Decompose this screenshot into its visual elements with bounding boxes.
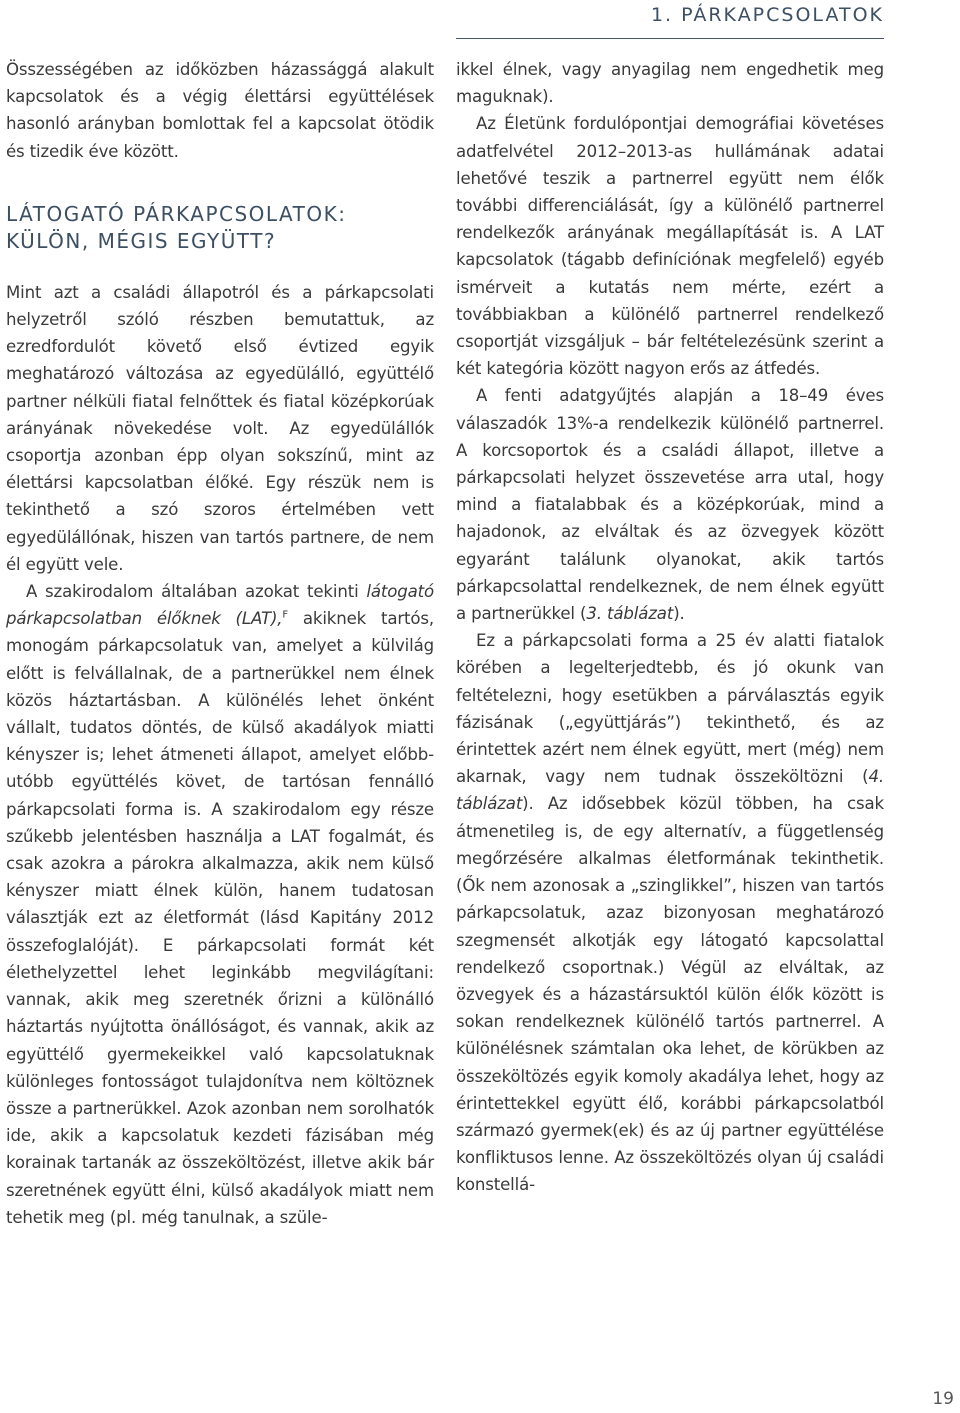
lat-term: látogató párkapcsolatban élőknek (LAT), (6, 582, 434, 629)
right-column (456, 56, 884, 1199)
left-paragraph-1: Mint azt a családi állapotról és a párkapcsolati helyzetről szóló részben bemutattuk, az ezredfordulót követő első évtized egyik meghatározó változása az egyedülálló, együttélő partner nélküli fiatal felnőttek és fiatal középkorúak arányának növekedése volt. Az egyedülállók csoportja azonban épp olyan sokszínű, mint az élettársi kapcsolatban élőké. Egy részük nem is tekinthető a szó szoros értelmében vett egyedülállónak, hiszen van tartós partnere, de nem él együtt vele. (6, 282, 434, 574)
right-paragraph-3-start: Ez a párkapcsolati forma a 25 év alatti fiatalok körében a legelterjedtebb, és jó okunk van feltételezni, hogy esetükben a párválasztás egyik fázisának („együttjárás”) tekinthető, és az érintettek azért nem élnek együtt, mert (még) nem akarnak, vagy nem tudnak összeköltözni ( (456, 631, 884, 787)
header-rule (456, 38, 884, 39)
section-heading-line-2: KÜLÖN, MÉGIS EGYÜTT? (6, 228, 277, 253)
page-number: 19 (932, 1389, 954, 1409)
right-paragraph-3-rest: ). Az idősebbek közül többen, ha csak átmenetileg is, de egy alternatív, a függetlenség megőrzésére alkalmas életformának tekinthetik. (Ők nem azonosak a „szinglikkel”, hiszen van tartós párkapcsolatuk, azaz bizonyosan meghatározó szegmensét alkotják egy látogató kapcsolattal rendelkező csoportnak.) Végül az elváltak, az özvegyek és a házastársuktól külön élők között is sokan rendelkeznek különélő tartós partnerrel. A különélésnek számtalan oka lehet, de körükben az összeköltözés egyik komoly akadálya lehet, hogy az érintettekkel együtt élő, korábbi párkapcsolatból származó gyermek(ek) és az új partner együttélése konfliktusos lenne. Az összeköltözés olyan új családi konstellá- (456, 794, 884, 1195)
table-reference-3: 3. táblázat (586, 604, 674, 624)
section-heading-line-1: LÁTOGATÓ PÁRKAPCSOLATOK: (6, 201, 347, 226)
left-paragraph-2-start: A szakirodalom általában azokat tekinti (26, 582, 367, 602)
table-reference-4: 4. táblázat (456, 767, 884, 814)
left-paragraph-2-rest: akiknek tartós, monogám párkapcsolatuk van, amelyet a külvilág előtt is felvállalnak, de a partnerükkel nem élnek közös háztartásban. A különélés lehet önként vállalt, tudatos döntés, de külső akadályok miatti kényszer is; lehet átmeneti állapot, amelyet előbb-utóbb együttélés követ, de tartósan fennálló párkapcsolati forma is. A szakirodalom egy része szűkebb jelentésben használja a LAT fogalmát, és csak azokra a párokra alkalmazza, akik nem külső kényszer miatt élnek külön, hanem tudatosan választják ezt az életformát (lásd Kapitány 2012 összefoglalóját). E párkapcsolati formát két élethelyzettel lehet leginkább megvilágítani: vannak, akik meg szeretnék őrizni a különálló háztartás nyújtotta önállóságot, és vannak, akik az együttélő gyermekeikkel való kapcsolatuknak különleges fontosságot tulajdonítva nem költöznek össze a partnerükkel. Azok azonban nem sorolhatók ide, akik a kapcsolatuk kezdeti fázisában még korainak tartanák az összeköltözést, illetve akik bár szeretnének együtt élni, külső akadályok miatt nem tehetik meg (pl. még tanulnak, a szüle- (6, 609, 434, 1227)
left-paragraph-2 (6, 578, 434, 1231)
right-paragraph-2 (456, 382, 884, 627)
section-heading (6, 165, 434, 279)
running-header-title: 1. PÁRKAPCSOLATOK (650, 4, 884, 26)
right-paragraph-1: Az Életünk fordulópontjai demográfiai követéses adatfelvétel 2012–2013-as hullámának adatai lehetővé teszik a partnerrel együtt nem élők további differenciálását, így a különélő partnerrel rendelkezők arányának megállapítását is. A LAT kapcsolatok (tágabb definíciónak megfelelő) egyéb ismérveit a kutatás nem mérte, ezért a továbbiakban a különélő partnerrel rendelkező csoportját vizsgáljuk – bár feltételezésünk szerint a két kategória között nagyon erős az átfedés. (456, 114, 884, 379)
right-paragraph-0: ikkel élnek, vagy anyagilag nem engedhetik meg maguknak). (456, 60, 884, 107)
left-column (6, 56, 434, 1231)
right-paragraph-2-end: ). (673, 604, 685, 624)
footnote-marker: F (282, 609, 289, 621)
right-paragraph-2-start: A fenti adatgyűjtés alapján a 18–49 éves válaszadók 13%-a rendelkezik különélő partnerrel. A korcsoportok és a családi állapot, illetve a párkapcsolati helyzet összevetése arra utal, hogy mind a fiatalabbak és a középkorúak, mind a hajadonok, az elváltak és az özvegyek között egyaránt találunk olyanokat, akik tartós párkapcsolattal rendelkeznek, de nem élnek együtt a partnerükkel ( (456, 386, 884, 624)
right-paragraph-3 (456, 627, 884, 1198)
left-intro-paragraph: Összességében az időközben házassággá alakult kapcsolatok és a végig élettársi együttélések hasonló arányban bomlottak fel a kapcsolat ötödik és tizedik éve között. (6, 60, 434, 161)
